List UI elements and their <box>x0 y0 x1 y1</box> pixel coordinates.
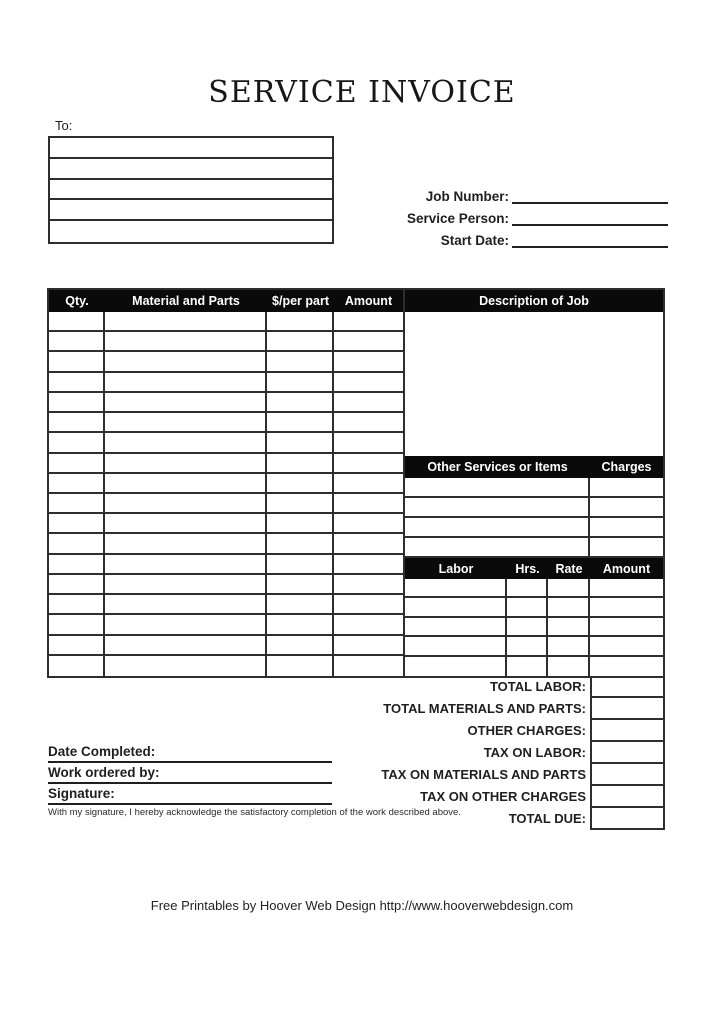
materials-cell[interactable] <box>49 312 105 332</box>
materials-cell[interactable] <box>334 615 403 635</box>
materials-cell[interactable] <box>267 615 334 635</box>
labor-body <box>405 579 663 676</box>
other-services-cell[interactable] <box>405 518 590 538</box>
materials-cell[interactable] <box>267 575 334 595</box>
labor-cell[interactable] <box>405 657 507 676</box>
service-person-field[interactable] <box>512 210 668 226</box>
footer-credit: Free Printables by Hoover Web Design http://www.hooverwebdesign.com <box>150 898 574 913</box>
total-labor-value-box[interactable] <box>590 676 665 698</box>
materials-cell[interactable] <box>105 494 267 514</box>
labor-cell[interactable] <box>590 657 663 676</box>
materials-cell[interactable] <box>105 332 267 352</box>
total-due-value-box[interactable] <box>590 808 665 830</box>
service-person-row <box>400 204 668 226</box>
materials-cell[interactable] <box>49 636 105 656</box>
work-ordered-by-field[interactable] <box>48 765 332 784</box>
bill-to-line[interactable] <box>50 200 332 221</box>
bill-to-line[interactable] <box>50 180 332 201</box>
materials-cell[interactable] <box>267 373 334 393</box>
start-date-label: Start Date: <box>440 233 509 248</box>
labor-cell[interactable] <box>405 598 507 617</box>
materials-cell[interactable] <box>267 413 334 433</box>
labor-cell[interactable] <box>507 637 548 656</box>
start-date-row <box>400 226 668 248</box>
bill-to-line[interactable] <box>50 159 332 180</box>
bill-to-label: To: <box>55 118 73 133</box>
materials-cell[interactable] <box>49 454 105 474</box>
materials-cell[interactable] <box>49 332 105 352</box>
materials-cell[interactable] <box>105 575 267 595</box>
tax-on-other-charges-value-box[interactable] <box>590 786 665 808</box>
signature-field[interactable] <box>48 786 332 805</box>
labor-cell[interactable] <box>590 618 663 637</box>
materials-section <box>49 290 405 676</box>
other-services-cell[interactable] <box>590 478 663 498</box>
other-services-header-row <box>405 456 663 478</box>
materials-cell[interactable] <box>267 454 334 474</box>
materials-cell[interactable] <box>49 494 105 514</box>
materials-cell[interactable] <box>105 555 267 575</box>
labor-cell[interactable] <box>548 657 590 676</box>
date-completed-field[interactable] <box>48 744 332 763</box>
materials-cell[interactable] <box>105 474 267 494</box>
total-materials-label: TOTAL MATERIALS AND PARTS: <box>383 701 586 716</box>
materials-header-row <box>49 290 403 312</box>
materials-cell[interactable] <box>105 656 267 676</box>
other-charges-label: OTHER CHARGES: <box>467 723 586 738</box>
materials-cell[interactable] <box>334 534 403 554</box>
labor-cell[interactable] <box>548 579 590 598</box>
materials-cell[interactable] <box>267 393 334 413</box>
materials-cell[interactable] <box>105 373 267 393</box>
materials-cell[interactable] <box>105 312 267 332</box>
materials-cell[interactable] <box>334 433 403 453</box>
materials-cell[interactable] <box>267 636 334 656</box>
other-services-body <box>405 478 663 558</box>
materials-cell[interactable] <box>267 656 334 676</box>
job-number-label: Job Number: <box>425 189 509 204</box>
qty-header: Qty. <box>65 294 89 308</box>
other-services-cell[interactable] <box>405 538 590 558</box>
job-number-row <box>400 182 668 204</box>
materials-cell[interactable] <box>267 352 334 372</box>
materials-cell[interactable] <box>267 494 334 514</box>
materials-cell[interactable] <box>334 373 403 393</box>
signature-disclaimer: With my signature, I hereby acknowledge the satisfactory completion of the work described above. <box>48 807 461 818</box>
other-services-cell[interactable] <box>590 538 663 558</box>
materials-cell[interactable] <box>334 393 403 413</box>
labor-cell[interactable] <box>507 618 548 637</box>
labor-cell[interactable] <box>548 598 590 617</box>
materials-cell[interactable] <box>267 534 334 554</box>
materials-cell[interactable] <box>334 332 403 352</box>
materials-cell[interactable] <box>334 352 403 372</box>
materials-cell[interactable] <box>49 656 105 676</box>
materials-cell[interactable] <box>105 413 267 433</box>
materials-cell[interactable] <box>49 393 105 413</box>
materials-cell[interactable] <box>49 474 105 494</box>
job-number-field[interactable] <box>512 188 668 204</box>
materials-cell[interactable] <box>49 433 105 453</box>
tax-on-materials-value-box[interactable] <box>590 764 665 786</box>
tax-on-materials-label: TAX ON MATERIALS AND PARTS <box>381 767 586 782</box>
charges-header: Charges <box>601 460 652 474</box>
materials-cell[interactable] <box>49 615 105 635</box>
materials-cell[interactable] <box>267 474 334 494</box>
labor-cell[interactable] <box>507 598 548 617</box>
rate-header: Rate <box>555 561 583 576</box>
total-due-label: TOTAL DUE: <box>508 811 586 826</box>
other-services-cell[interactable] <box>590 518 663 538</box>
materials-cell[interactable] <box>105 352 267 372</box>
total-materials-value-box[interactable] <box>590 698 665 720</box>
materials-cell[interactable] <box>49 534 105 554</box>
materials-cell[interactable] <box>105 636 267 656</box>
materials-cell[interactable] <box>334 494 403 514</box>
labor-header: Labor <box>438 561 474 576</box>
materials-cell[interactable] <box>334 312 403 332</box>
signature-label: Signature: <box>48 786 115 801</box>
materials-cell[interactable] <box>334 636 403 656</box>
materials-cell[interactable] <box>49 575 105 595</box>
other-services-cell[interactable] <box>405 478 590 498</box>
right-section <box>405 290 663 676</box>
materials-cell[interactable] <box>105 595 267 615</box>
labor-cell[interactable] <box>590 598 663 617</box>
materials-cell[interactable] <box>267 555 334 575</box>
start-date-field[interactable] <box>512 232 668 248</box>
materials-cell[interactable] <box>334 595 403 615</box>
materials-cell[interactable] <box>267 514 334 534</box>
materials-cell[interactable] <box>267 433 334 453</box>
total-labor-label: TOTAL LABOR: <box>489 679 586 694</box>
other-services-cell[interactable] <box>405 498 590 518</box>
materials-cell[interactable] <box>49 373 105 393</box>
labor-cell[interactable] <box>590 637 663 656</box>
invoice-table <box>47 288 665 678</box>
description-header-row <box>405 290 663 312</box>
hours-header: Hrs. <box>515 561 540 576</box>
materials-cell[interactable] <box>105 454 267 474</box>
signoff-section <box>48 744 478 818</box>
work-ordered-by-label: Work ordered by: <box>48 765 160 780</box>
other-services-cell[interactable] <box>590 498 663 518</box>
bill-to-line[interactable] <box>50 138 332 159</box>
materials-cell[interactable] <box>105 393 267 413</box>
service-person-label: Service Person: <box>406 211 509 226</box>
materials-cell[interactable] <box>49 352 105 372</box>
other-services-header: Other Services or Items <box>427 460 568 474</box>
tax-on-labor-label: TAX ON LABOR: <box>483 745 586 760</box>
labor-cell[interactable] <box>548 618 590 637</box>
materials-cell[interactable] <box>334 454 403 474</box>
labor-cell[interactable] <box>405 618 507 637</box>
materials-cell[interactable] <box>105 514 267 534</box>
materials-cell[interactable] <box>49 514 105 534</box>
other-charges-value-box[interactable] <box>590 720 665 742</box>
materials-cell[interactable] <box>105 615 267 635</box>
tax-on-other-charges-label: TAX ON OTHER CHARGES <box>420 789 586 804</box>
tax-on-labor-value-box[interactable] <box>590 742 665 764</box>
labor-header-row <box>405 558 663 579</box>
labor-cell[interactable] <box>405 637 507 656</box>
labor-cell[interactable] <box>548 637 590 656</box>
materials-cell[interactable] <box>105 534 267 554</box>
date-completed-label: Date Completed: <box>48 744 156 759</box>
labor-cell[interactable] <box>507 579 548 598</box>
price-per-part-header: $/per part <box>272 294 329 308</box>
totals-boxes <box>590 676 665 830</box>
labor-amount-header: Amount <box>602 561 651 576</box>
materials-cell[interactable] <box>49 595 105 615</box>
labor-cell[interactable] <box>507 657 548 676</box>
materials-cell[interactable] <box>267 595 334 615</box>
materials-cell[interactable] <box>267 312 334 332</box>
materials-cell[interactable] <box>334 656 403 676</box>
labor-cell[interactable] <box>590 579 663 598</box>
description-of-job-header: Description of Job <box>479 294 589 308</box>
materials-cell[interactable] <box>334 413 403 433</box>
materials-cell[interactable] <box>267 332 334 352</box>
materials-cell[interactable] <box>49 413 105 433</box>
labor-cell[interactable] <box>405 579 507 598</box>
materials-cell[interactable] <box>334 575 403 595</box>
job-description-area[interactable] <box>405 312 663 456</box>
job-info-section <box>400 182 668 248</box>
materials-cell[interactable] <box>334 474 403 494</box>
materials-cell[interactable] <box>334 514 403 534</box>
materials-cell[interactable] <box>334 555 403 575</box>
page-title: SERVICE INVOICE <box>208 75 516 110</box>
bill-to-address-box[interactable] <box>48 136 334 244</box>
amount-header: Amount <box>344 294 393 308</box>
material-parts-header: Material and Parts <box>132 294 240 308</box>
materials-body <box>49 312 403 676</box>
materials-cell[interactable] <box>49 555 105 575</box>
materials-cell[interactable] <box>105 433 267 453</box>
bill-to-line[interactable] <box>50 221 332 242</box>
